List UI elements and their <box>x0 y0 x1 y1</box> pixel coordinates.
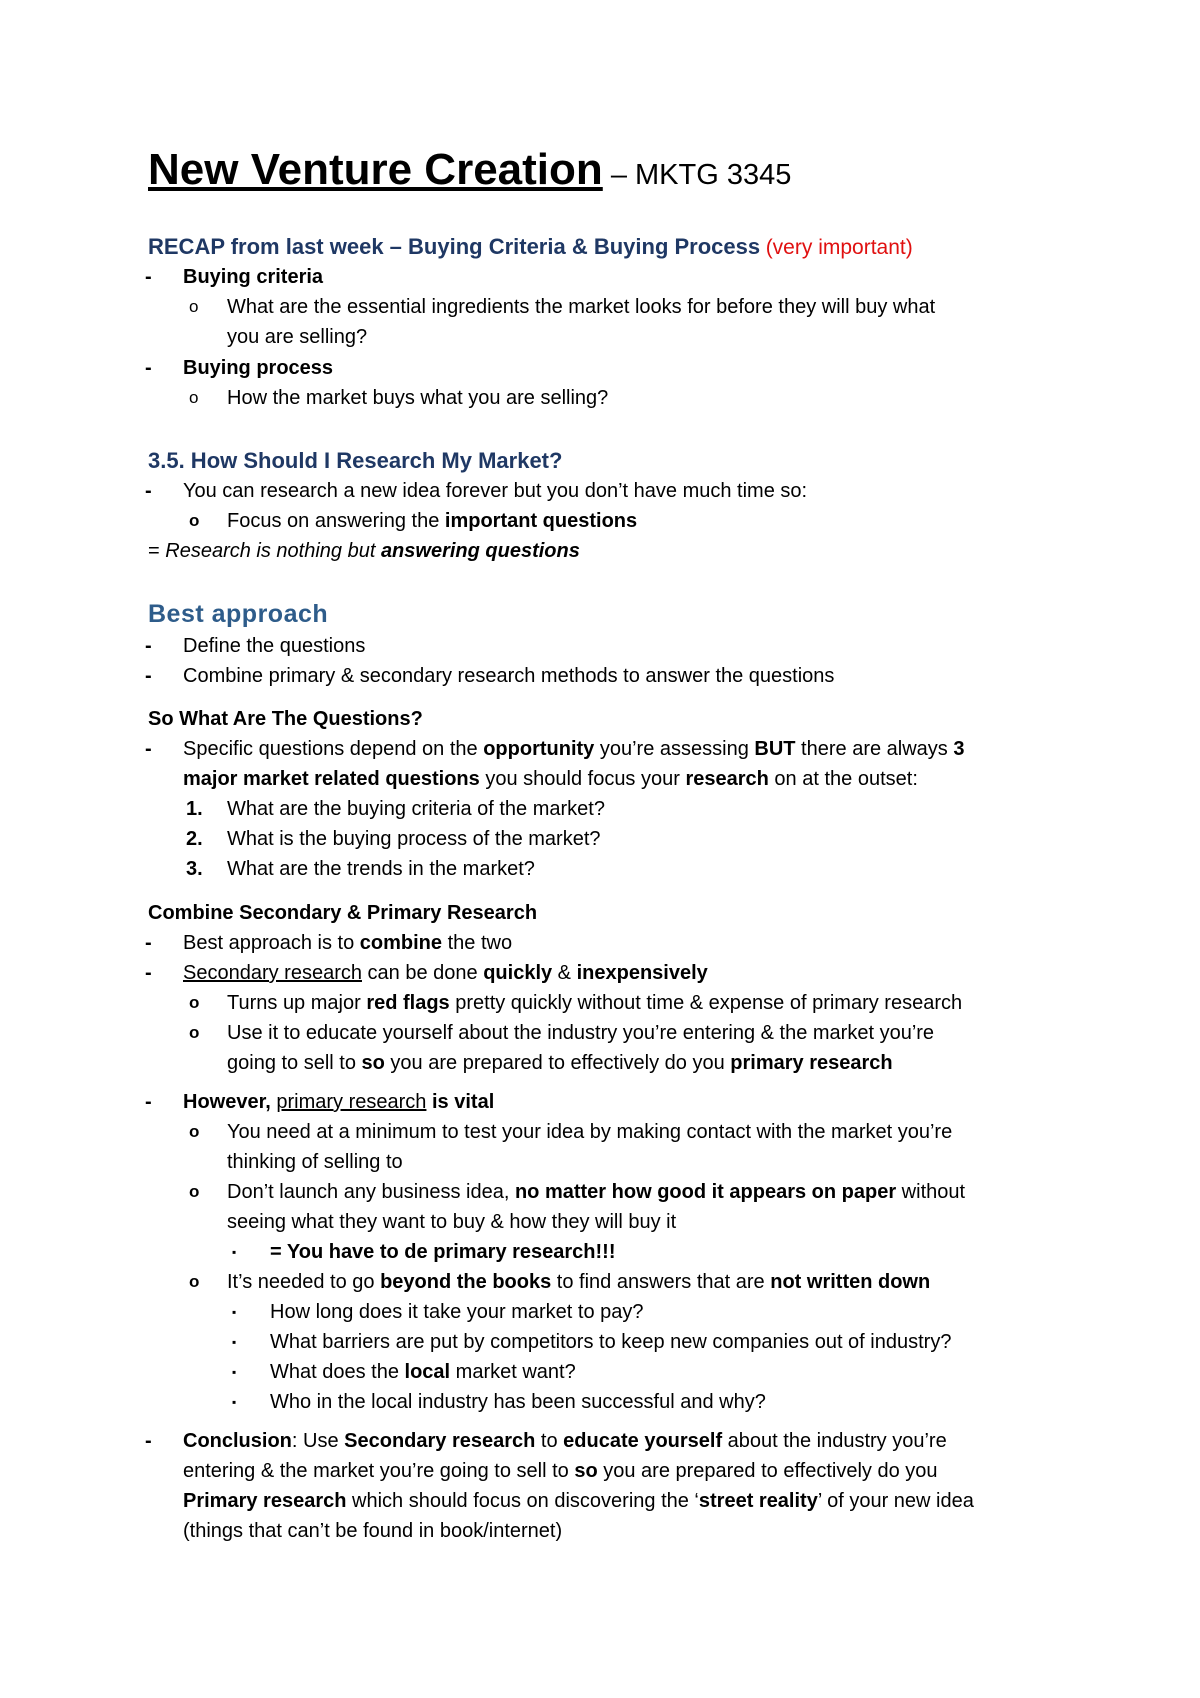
bullet-square: ▪ <box>232 1365 237 1379</box>
text-italic: Research is nothing but <box>165 540 381 562</box>
combine-subitem-cont: thinking of selling to <box>227 1151 403 1173</box>
text: & <box>552 962 577 984</box>
bullet-dash: - <box>145 738 152 760</box>
combine-subitem: You need at a minimum to test your idea by making contact with the market you’re <box>227 1121 953 1143</box>
bullet-square: ▪ <box>232 1245 237 1259</box>
combine-subitem <box>227 988 962 1018</box>
text-bold: is vital <box>426 1091 495 1113</box>
page-title <box>148 145 791 195</box>
text-bold: educate yourself <box>563 1430 723 1452</box>
questions-item <box>183 734 964 764</box>
questions-heading: So What Are The Questions? <box>148 708 423 730</box>
conclusion-item-cont: (things that can’t be found in book/internet) <box>183 1520 563 1542</box>
text-bold: opportunity <box>483 738 595 760</box>
recap-item-buying-criteria: Buying criteria <box>183 266 324 288</box>
text-bold: street reality <box>698 1490 818 1512</box>
bullet-circle: o <box>189 297 199 316</box>
best-item: Define the questions <box>183 635 366 657</box>
text-bold: no matter how good it appears on paper <box>514 1181 897 1203</box>
questions-list-item: What are the buying criteria of the market? <box>227 798 605 820</box>
text: you are prepared to effectively do you <box>597 1460 938 1482</box>
text: you should focus your <box>479 768 686 790</box>
text: which should focus on discovering the ‘ <box>346 1490 699 1512</box>
s35-subitem <box>227 506 637 536</box>
text-bold: BUT <box>754 738 796 760</box>
text-bold: local <box>404 1361 451 1383</box>
recap-heading: RECAP from last week – Buying Criteria & Buying Process <box>148 234 761 259</box>
questions-item-cont <box>183 764 918 794</box>
text-bold: important questions <box>444 510 638 532</box>
text: there are always <box>795 738 954 760</box>
bullet-dash: - <box>145 357 152 379</box>
combine-subitem: Use it to educate yourself about the industry you’re entering & the market you’re <box>227 1022 935 1044</box>
bullet-dash: - <box>145 635 152 657</box>
text-bold: so <box>574 1460 598 1482</box>
recap-heading-line <box>148 232 913 263</box>
combine-item <box>183 958 708 988</box>
bullet-dash: - <box>145 665 152 687</box>
text-bold: red flags <box>366 992 450 1014</box>
bullet-circle: o <box>189 1023 200 1042</box>
recap-item-buying-process: Buying process <box>183 357 334 379</box>
title-course-code: – MKTG 3345 <box>602 159 792 191</box>
bullet-square: ▪ <box>232 1305 237 1319</box>
combine-subitem <box>227 1177 965 1207</box>
text-bold-italic: answering questions <box>380 540 580 562</box>
text-underlined: Secondary research <box>183 962 362 984</box>
bullet-dash: - <box>145 1430 152 1452</box>
combine-subsubitem: What barriers are put by competitors to keep new companies out of industry? <box>270 1331 952 1353</box>
text-bold: research <box>685 768 769 790</box>
questions-list-item: What are the trends in the market? <box>227 858 535 880</box>
bullet-dash: - <box>145 962 152 984</box>
text-bold: beyond the books <box>380 1271 552 1293</box>
text-bold: not written down <box>770 1271 931 1293</box>
text-bold: so <box>361 1052 385 1074</box>
text-bold: quickly <box>483 962 553 984</box>
combine-item <box>183 1087 494 1117</box>
text-bold: However, <box>183 1091 277 1113</box>
list-number: 2. <box>186 828 203 850</box>
title-main: New Venture Creation <box>148 145 603 194</box>
text-bold: 3 <box>953 738 965 760</box>
text: Best approach is to <box>183 932 360 954</box>
combine-subitem <box>227 1267 930 1297</box>
text-bold: Conclusion <box>183 1430 292 1452</box>
text: Specific questions depend on the <box>183 738 484 760</box>
combine-subitem-cont: seeing what they want to buy & how they will buy it <box>227 1211 677 1233</box>
text-underlined: primary research <box>276 1091 427 1113</box>
bullet-square: ▪ <box>232 1335 237 1349</box>
text: What does the <box>270 1361 405 1383</box>
text: the two <box>442 932 513 954</box>
section-3-5-heading: 3.5. How Should I Research My Market? <box>148 448 563 473</box>
best-item: Combine primary & secondary research methods to answer the questions <box>183 665 835 687</box>
conclusion-item-cont <box>183 1486 974 1516</box>
bullet-square: ▪ <box>232 1395 237 1409</box>
combine-subsubitem: Who in the local industry has been successful and why? <box>270 1391 766 1413</box>
text: you’re assessing <box>594 738 755 760</box>
recap-subitem: What are the essential ingredients the market looks for before they will buy what <box>227 296 936 318</box>
text: without <box>896 1181 966 1203</box>
questions-list-item: What is the buying process of the market? <box>227 828 601 850</box>
bullet-dash: - <box>145 932 152 954</box>
combine-item <box>183 928 512 958</box>
bullet-dash: - <box>145 266 152 288</box>
text: = <box>148 540 166 562</box>
text: to <box>535 1430 564 1452</box>
bullet-circle: o <box>189 1122 200 1141</box>
bullet-circle: o <box>189 511 200 530</box>
text-bold: primary research <box>730 1052 893 1074</box>
recap-subitem-cont: you are selling? <box>227 326 368 348</box>
combine-subitem-cont <box>227 1048 893 1078</box>
text: pretty quickly without time & expense of primary research <box>449 992 963 1014</box>
list-number: 1. <box>186 798 203 820</box>
text-bold: Secondary research <box>344 1430 536 1452</box>
bullet-dash: - <box>145 1091 152 1113</box>
s35-summary <box>148 536 580 566</box>
text: Focus on answering the <box>227 510 445 532</box>
combine-heading: Combine Secondary & Primary Research <box>148 902 538 924</box>
list-number: 3. <box>186 858 203 880</box>
text: ’ of your new idea <box>817 1490 974 1512</box>
text: to find answers that are <box>551 1271 771 1293</box>
text: about the industry you’re <box>722 1430 947 1452</box>
text: going to sell to <box>227 1052 362 1074</box>
text: can be done <box>361 962 484 984</box>
text: Don’t launch any business idea, <box>227 1181 515 1203</box>
recap-subitem: How the market buys what you are selling? <box>227 387 609 409</box>
text-bold: combine <box>359 932 443 954</box>
s35-item: You can research a new idea forever but you don’t have much time so: <box>183 480 808 502</box>
conclusion-item-cont <box>183 1456 938 1486</box>
text: on at the outset: <box>768 768 918 790</box>
bullet-circle: o <box>189 388 199 407</box>
text: entering & the market you’re going to sell to <box>183 1460 575 1482</box>
text-bold: major market related questions <box>183 768 480 790</box>
text-bold: Primary research <box>183 1490 347 1512</box>
recap-note: (very important) <box>765 236 913 259</box>
bullet-dash: - <box>145 480 152 502</box>
bullet-circle: o <box>189 1272 200 1291</box>
text-bold: inexpensively <box>576 962 708 984</box>
combine-subsubitem: = You have to de primary research!!! <box>270 1241 616 1263</box>
text: : Use <box>291 1430 345 1452</box>
combine-subsubitem <box>270 1357 576 1387</box>
bullet-circle: o <box>189 993 200 1012</box>
text: It’s needed to go <box>227 1271 381 1293</box>
bullet-circle: o <box>189 1182 200 1201</box>
combine-subsubitem: How long does it take your market to pay? <box>270 1301 644 1323</box>
text: you are prepared to effectively do you <box>384 1052 731 1074</box>
text: Turns up major <box>227 992 367 1014</box>
best-approach-heading: Best approach <box>148 600 329 628</box>
text: market want? <box>450 1361 576 1383</box>
conclusion-item <box>183 1426 947 1456</box>
